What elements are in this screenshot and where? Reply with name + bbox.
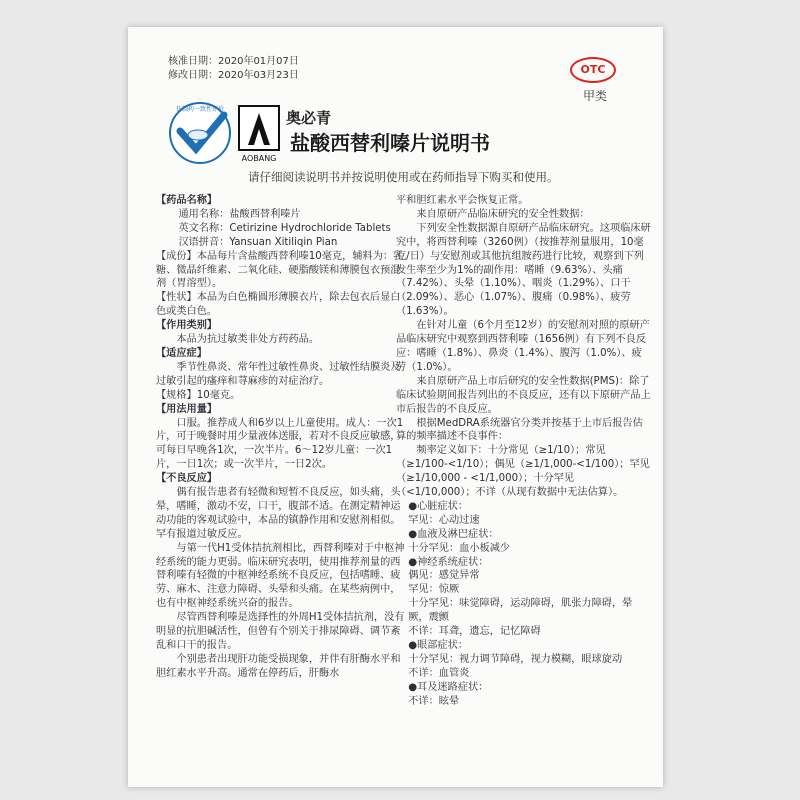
- paragraph: 平和胆红素水平会恢复正常。: [396, 195, 529, 206]
- paragraph: 十分罕见：血小板减少: [408, 542, 511, 554]
- paragraph: 罕见：惊厥: [408, 584, 460, 596]
- paragraph: 罕见：心动过速: [408, 514, 480, 526]
- paragraph: 来自原研产品上市后研究的安全性数据(PMS)：除了临床试验期间报告列出的不良反应，还有以下原研产品上市后报告的不良反应。: [396, 375, 651, 415]
- paragraph: ●神经系统症状：: [408, 556, 489, 568]
- leaflet-page: [128, 27, 663, 787]
- paragraph: 来自原研产品临床研究的安全性数据：: [416, 208, 590, 220]
- paragraph: 不详：耳聋，遗忘，记忆障碍: [408, 626, 541, 638]
- section-heading: 【用法用量】: [156, 403, 218, 415]
- section-heading: 【适应症】: [156, 347, 207, 359]
- brand-sub: AOBANG: [241, 154, 277, 163]
- paragraph: 尽管西替利嗪是选择性的外周H1受体拮抗剂，没有明显的抗胆碱活性，但曾有个别关于排尿障碍、调节紊乱和口干的报告。: [156, 612, 405, 651]
- paragraph: ●血液及淋巴症状：: [408, 528, 499, 540]
- paragraph: 与第一代H1受体拮抗剂相比，西替利嗪对于中枢神经系统的能力更弱。临床研究表明，使用推荐剂量的西替利嗪有轻微的中枢神经系统不良反应，包括嗜睡、疲劳、麻木、注意力障碍、头晕和头痛。在某些病例中，也有中枢神经系统兴奋的报告。: [156, 542, 405, 610]
- paragraph: 口服。推荐成人和6岁以上儿童使用。成人：一次1片，可于晚餐时用少量液体送服，若对不良反应敏感，可每日早晚各1次，一次半片。6～12岁儿童：一次1片，一日1次；或一次半片，一日2次。: [156, 417, 404, 471]
- paragraph: 偶见：感觉异常: [408, 570, 480, 582]
- paragraph: 汉语拼音：Yansuan Xitiliqin Pian: [178, 236, 338, 248]
- section-heading: 【作用类别】: [156, 320, 218, 332]
- paragraph: 本品为抗过敏类非处方药药品。: [176, 334, 320, 346]
- brand-name: 奥必青: [286, 109, 332, 127]
- left-column: [156, 194, 408, 681]
- paragraph: 【性状】本品为白色椭圆形薄膜衣片，除去包衣后显白色或类白色。: [156, 292, 401, 318]
- paragraph: ●耳及迷路症状：: [408, 681, 489, 693]
- consistency-badge-icon: [168, 101, 232, 165]
- paragraph: 偶有报告患者有轻微和短暂不良反应，如头痛，头晕，嗜睡，激动不安，口干，腹部不适。在测定精神运动功能的客观试验中，本品的镇静作用和安慰剂相似。罕有报道过敏反应。: [156, 487, 401, 540]
- paragraph: 不详：眩晕: [408, 695, 460, 707]
- paragraph: 在针对儿童（6个月至12岁）的安慰剂对照的原研产品临床研究中观察到西替利嗪（1656例）有下列不良反应：嗜睡（1.8%）、鼻炎（1.4%）、腹泻（1.0%）、疲劳（1.0%）。: [396, 320, 650, 373]
- dates: [168, 55, 299, 83]
- usage-notice: 请仔细阅读说明书并按说明使用或在药师指导下购买和使用。: [248, 170, 559, 184]
- paragraph: ●眼部症状：: [408, 640, 469, 651]
- badge-text: 仿制药一致性评价: [175, 106, 225, 113]
- paragraph: 【成份】本品每片含盐酸西替利嗪10毫克，辅料为：乳糖、微晶纤维素、二氧化硅、硬脂酸镁和薄膜包衣预混剂（胃溶型）。: [156, 250, 404, 290]
- document-title: 盐酸西替利嗪片说明书: [290, 131, 490, 155]
- brand-logo-icon: [238, 105, 280, 165]
- paragraph: 频率定义如下：十分常见（≥1/10）；常见（≥1/100-<1/10）；偶见（≥1/1,000-<1/100）；罕见（≥1/10,000 - <1/1,000）；十分罕见（<1/10,000）；不详（从现有数据中无法估算）。: [396, 445, 650, 499]
- paragraph: 根据MedDRA系统器官分类并按基于上市后报告估算的频率描述不良事件：: [396, 417, 643, 443]
- revise-date: 修改日期：2020年03月23日: [168, 70, 299, 81]
- paragraph: 英文名称：Cetirizine Hydrochloride Tablets: [178, 222, 391, 234]
- otc-class: 甲类: [583, 89, 608, 103]
- paragraph: 通用名称：盐酸西替利嗪片: [178, 208, 301, 220]
- section-heading: 【不良反应】: [156, 473, 218, 485]
- section-heading: 【药品名称】: [156, 195, 218, 206]
- right-column: [396, 194, 651, 709]
- approve-date: 核准日期：2020年01月07日: [168, 56, 299, 67]
- paragraph: 不详：血管炎: [408, 667, 470, 679]
- paragraph: 【规格】10毫克。: [156, 389, 241, 401]
- paragraph: 十分罕见：味觉障碍，运动障碍，肌张力障碍，晕厥，震颤: [408, 598, 633, 624]
- paragraph: ●心脏症状：: [408, 500, 469, 512]
- paragraph: 季节性鼻炎、常年性过敏性鼻炎、过敏性结膜炎及过敏引起的瘙痒和荨麻疹的对症治疗。: [156, 361, 401, 387]
- paragraph: 十分罕见：视力调节障碍，视力模糊，眼球旋动: [408, 653, 623, 665]
- otc-badge: OTC: [570, 57, 616, 83]
- paragraph: 下列安全性数据源自原研产品临床研究。这项临床研究中，将西替利嗪（3260例）（按推荐剂量服用，10毫克/日）与安慰剂或其他抗组胺药进行比较，观察到下列发生率至少为1%的副作用：嗜睡（9.63%）、头痛（7.42%）、头晕（1.10%）、咽炎（1.29%）、口干（2.09%）、恶心（1.07%）、腹痛（0.98%）、疲劳（1.63%）。: [396, 222, 651, 318]
- paragraph: 个别患者出现肝功能受损现象，并伴有肝酶水平和胆红素水平升高。通常在停药后，肝酶水: [156, 653, 401, 679]
